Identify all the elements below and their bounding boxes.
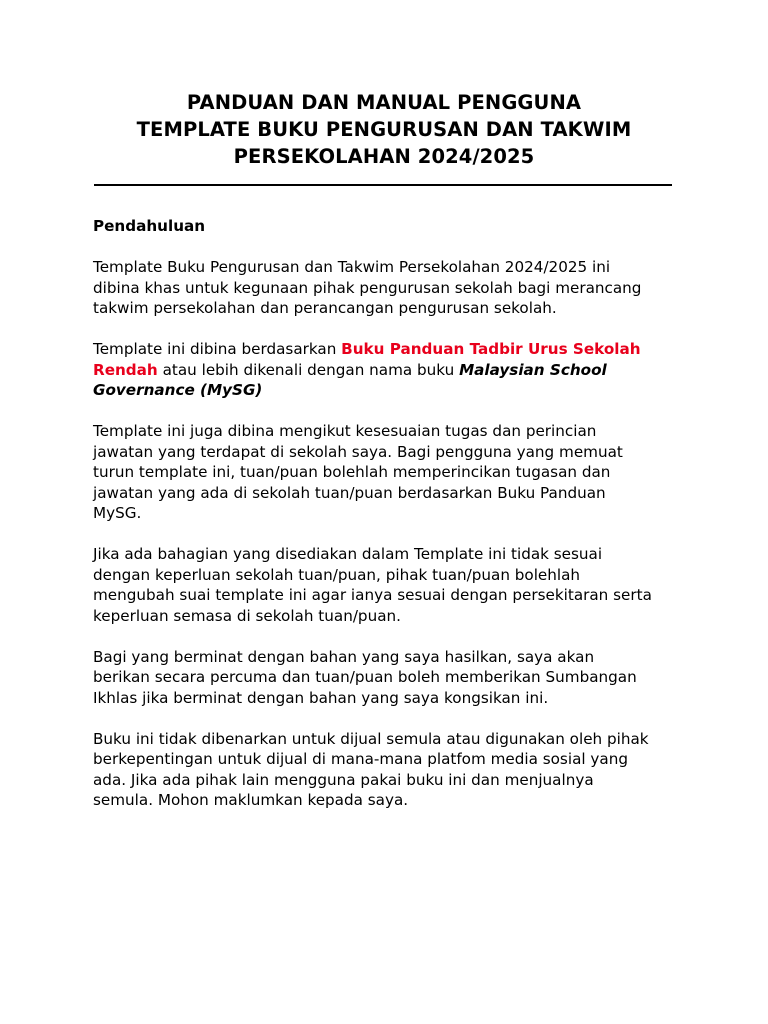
paragraph-line: Bagi yang berminat dengan bahan yang saya hasilkan, saya akan: [93, 647, 595, 666]
paragraph-line: semula. Mohon maklumkan kepada saya.: [93, 791, 409, 809]
paragraph-line: turun template ini, tuan/puan bolehlah memperincikan tugasan dan: [93, 463, 611, 481]
title-line-3: PERSEKOLAHAN 2024/2025: [233, 145, 535, 168]
highlight-reference-title-cont: Rendah: [93, 360, 158, 379]
paragraph-line: berikan secara percuma dan tuan/puan boleh memberikan Sumbangan: [93, 668, 637, 686]
paragraph-line: takwim persekolahan dan perancangan pengurusan sekolah.: [93, 299, 557, 317]
paragraph-adaptation: [93, 544, 683, 626]
title-line-2: TEMPLATE BUKU PENGURUSAN DAN TAKWIM: [136, 118, 632, 141]
paragraph-restriction: [93, 729, 683, 811]
paragraph-customization: [93, 421, 683, 524]
paragraph-line: Ikhlas jika berminat dengan bahan yang saya kongsikan ini.: [93, 688, 549, 707]
title-line-1: PANDUAN DAN MANUAL PENGGUNA: [186, 91, 582, 114]
paragraph-line: [93, 380, 683, 401]
paragraph-line: keperluan semasa di sekolah tuan/puan.: [93, 606, 401, 625]
section-heading: Pendahuluan: [93, 217, 206, 235]
document-title: [60, 89, 708, 170]
basis-prefix: Template ini dibina berdasarkan: [93, 340, 342, 358]
paragraph-line: [93, 360, 683, 381]
document-body: [93, 215, 683, 831]
paragraph-line: berkepentingan untuk dijual di mana-mana platfom media sosial yang: [93, 750, 628, 768]
paragraph-line: [93, 339, 683, 360]
paragraph-line: jawatan yang terdapat di sekolah saya. Bagi pengguna yang memuat: [93, 442, 623, 461]
paragraph-basis: [93, 339, 683, 401]
paragraph-line: Template ini juga dibina mengikut kesesuaian tugas dan perincian: [93, 422, 597, 440]
paragraph-line: dibina khas untuk kegunaan pihak pengurusan sekolah bagi merancang: [93, 278, 642, 297]
emphasis-book-name: Malaysian School: [459, 360, 607, 379]
paragraph-line: Jika ada bahagian yang disediakan dalam Template ini tidak sesuai: [93, 545, 603, 563]
paragraph-intro: [93, 257, 683, 319]
paragraph-line: mengubah suai template ini agar ianya sesuai dengan persekitaran serta: [93, 586, 652, 604]
paragraph-line: Buku ini tidak dibenarkan untuk dijual semula atau digunakan oleh pihak: [93, 729, 649, 748]
paragraph-contribution: [93, 647, 683, 709]
paragraph-line: jawatan yang ada di sekolah tuan/puan berdasarkan Buku Panduan: [93, 483, 606, 502]
basis-middle: atau lebih dikenali dengan nama buku: [157, 360, 460, 379]
paragraph-line: MySG.: [93, 504, 142, 522]
paragraph-line: ada. Jika ada pihak lain mengguna pakai buku ini dan menjualnya: [93, 770, 594, 789]
title-divider: [94, 184, 672, 186]
emphasis-book-name-cont: Governance (MySG): [93, 381, 263, 399]
highlight-reference-title: Buku Panduan Tadbir Urus Sekolah: [341, 340, 641, 358]
paragraph-line: Template Buku Pengurusan dan Takwim Persekolahan 2024/2025 ini: [93, 258, 611, 276]
paragraph-line: dengan keperluan sekolah tuan/puan, pihak tuan/puan bolehlah: [93, 565, 581, 584]
